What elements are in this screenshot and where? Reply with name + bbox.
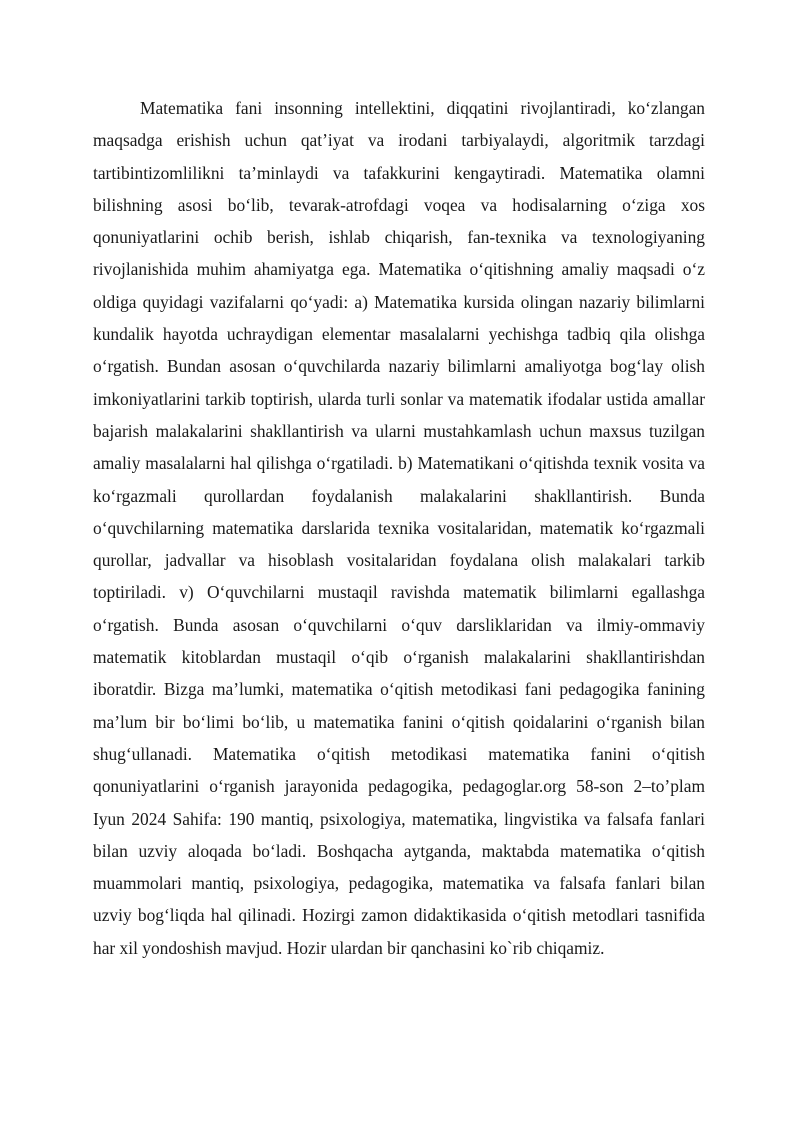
body-paragraph: Matematika fani insonning intellektini, diqqatini rivojlantiradi, ko‘zlangan maqsadga erishish uchun qat’iyat va irodani tarbiyalaydi, algoritmik tarzdagi tartibintizomlilikni ta’minlaydi va tafakkurini kengaytiradi. Matematika olamni bilishning asosi bo‘lib, tevarak-atrofdagi voqea va hodisalarning o‘ziga xos qonuniyatlarini ochib berish, ishlab chiqarish, fan-texnika va texnologiyaning rivojlanishida muhim ahamiyatga ega. Matematika o‘qitishning amaliy maqsadi o‘z oldiga quyidagi vazifalarni qo‘yadi: a) Matematika kursida olingan nazariy bilimlarni kundalik hayotda uchraydigan elementar masalalarni yechishga tadbiq qila olishga o‘rgatish. Bundan asosan o‘quvchilarda nazariy bilimlarni amaliyotga bog‘lay olish imkoniyatlarini tarkib toptirish, ularda turli sonlar va matematik ifodalar ustida amallar bajarish malakalarini shakllantirish va ularni mustahkamlash uchun maxsus tuzilgan amaliy masalalarni hal qilishga o‘rgatiladi. b) Matematikani o‘qitishda texnik vosita va ko‘rgazmali qurollardan foydalanish malakalarini shakllantirish. Bunda o‘quvchilarning matematika darslarida texnika vositalaridan, matematik ko‘rgazmali qurollar, jadvallar va hisoblash vositalaridan foydalana olish malakalari tarkib toptiriladi. v) O‘quvchilarni mustaqil ravishda matematik bilimlarni egallashga o‘rgatish. Bunda asosan o‘quvchilarni o‘quv darsliklaridan va ilmiy-ommaviy matematik kitoblardan mustaqil o‘qib o‘rganish malakalarini shakllantirishdan iboratdir. Bizga ma’lumki, matematika o‘qitish metodikasi fani pedagogika fanining ma’lum bir bo‘limi bo‘lib, u matematika fanini o‘qitish qoidalarini o‘rganish bilan shug‘ullanadi. Matematika o‘qitish metodikasi matematika fanini o‘qitish qonuniyatlarini o‘rganish jarayonida pedagogika, pedagoglar.org 58-son 2–to’plam Iyun 2024 Sahifa: 190 mantiq, psixologiya, matematika, lingvistika va falsafa fanlari bilan uzviy aloqada bo‘ladi. Boshqacha aytganda, maktabda matematika o‘qitish muammolari mantiq, psixologiya, pedagogika, matematika va falsafa fanlari bilan uzviy bog‘liqda hal qilinadi. Hozirgi zamon didaktikasida o‘qitish metodlari tasnifida har xil yondoshish mavjud. Hozir ulardan bir qanchasini ko`rib chiqamiz. bbox=[93, 98, 705, 958]
document-page bbox=[93, 92, 705, 964]
